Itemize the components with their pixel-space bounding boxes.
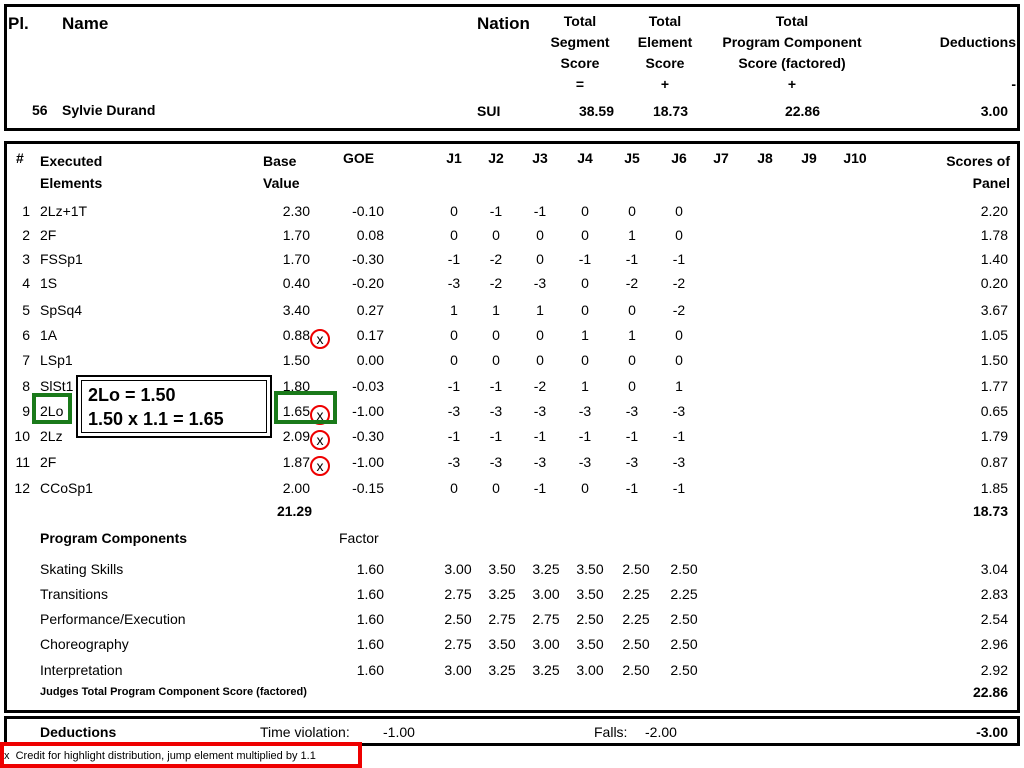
factor-header: Factor — [339, 530, 379, 546]
element-score-total: 18.73 — [972, 503, 1008, 519]
judge-mark: 0 — [675, 203, 683, 219]
judge-header-j2: J2 — [488, 150, 504, 166]
pcs-total-value: 22.86 — [972, 684, 1008, 700]
component-judge-mark: 3.00 — [532, 636, 560, 652]
skater-tss: 38.59 — [578, 103, 614, 119]
col-base-header: Base Value — [263, 153, 300, 191]
element-number: 12 — [14, 480, 30, 496]
skater-pcs: 22.86 — [784, 103, 820, 119]
judge-mark: 0 — [450, 203, 458, 219]
judge-mark: 0 — [675, 227, 683, 243]
judge-header-j8: J8 — [757, 150, 773, 166]
component-judge-mark: 3.50 — [576, 561, 604, 577]
judge-mark: -3 — [533, 454, 547, 470]
element-base-value: 0.88 — [282, 327, 310, 343]
judge-mark: -1 — [672, 480, 686, 496]
annotation-line-1: 2Lo = 1.50 — [88, 385, 176, 405]
judge-mark: 0 — [581, 227, 589, 243]
component-judge-mark: 3.25 — [532, 662, 560, 678]
col-num-header: # — [16, 150, 24, 166]
element-number: 10 — [14, 428, 30, 444]
judge-mark: -1 — [447, 428, 461, 444]
component-judge-mark: 2.50 — [576, 611, 604, 627]
judge-mark: -2 — [672, 302, 686, 318]
component-judge-mark: 3.50 — [576, 586, 604, 602]
judge-mark: -1 — [533, 428, 547, 444]
element-panel-score: 1.77 — [980, 378, 1008, 394]
judge-mark: -3 — [447, 403, 461, 419]
element-panel-score: 3.67 — [980, 302, 1008, 318]
component-name: Skating Skills — [40, 561, 124, 577]
judge-mark: -3 — [578, 454, 592, 470]
judge-mark: -2 — [489, 275, 503, 291]
component-judge-mark: 2.25 — [670, 586, 698, 602]
component-judge-mark: 2.75 — [532, 611, 560, 627]
judge-mark: -2 — [672, 275, 686, 291]
component-judge-mark: 3.00 — [444, 662, 472, 678]
component-score: 2.96 — [980, 636, 1008, 652]
component-name: Performance/Execution — [40, 611, 186, 627]
element-number: 11 — [15, 454, 30, 470]
component-judge-mark: 2.50 — [670, 611, 698, 627]
judge-mark: -1 — [625, 428, 639, 444]
element-row — [0, 223, 1024, 248]
deductions-total: -3.00 — [976, 724, 1008, 740]
element-goe: 0.27 — [356, 302, 384, 318]
component-judge-mark: 2.75 — [488, 611, 516, 627]
element-base-value: 2.09 — [282, 428, 310, 444]
judge-mark: -1 — [625, 480, 639, 496]
element-goe: -0.03 — [352, 378, 384, 394]
judge-mark: -3 — [447, 275, 461, 291]
judge-mark: -3 — [533, 275, 547, 291]
skater-place: 56 — [32, 102, 48, 118]
component-score: 2.54 — [980, 611, 1008, 627]
judge-header-j6: J6 — [671, 150, 687, 166]
judge-mark: -1 — [447, 378, 461, 394]
highlight-base-value-2lo — [274, 391, 337, 424]
judge-mark: -2 — [625, 275, 639, 291]
component-judge-mark: 3.25 — [488, 586, 516, 602]
deductions-label: Deductions — [40, 724, 117, 740]
judge-mark: 0 — [581, 352, 589, 368]
skater-name: Sylvie Durand — [62, 102, 156, 118]
judge-mark: 1 — [450, 302, 458, 318]
element-panel-score: 1.85 — [980, 480, 1008, 496]
component-row — [0, 658, 1024, 683]
col-place-header: Pl. — [8, 14, 29, 33]
judge-mark: 0 — [536, 327, 544, 343]
judge-mark: 0 — [492, 327, 500, 343]
component-factor: 1.60 — [356, 611, 384, 627]
element-goe: -1.00 — [352, 454, 384, 470]
element-number: 5 — [22, 302, 30, 318]
element-code: 1A — [40, 327, 58, 343]
skater-deductions: 3.00 — [980, 103, 1008, 119]
time-violation-label: Time violation: — [260, 724, 350, 740]
element-goe: -0.30 — [352, 428, 384, 444]
element-panel-score: 0.65 — [980, 403, 1008, 419]
judge-mark: 0 — [628, 352, 636, 368]
element-code: 2F — [40, 227, 57, 243]
judge-mark: 0 — [581, 480, 589, 496]
component-judge-mark: 3.00 — [576, 662, 604, 678]
pcs-total-label: Judges Total Program Component Score (factored) — [40, 686, 307, 698]
judge-mark: -1 — [489, 203, 503, 219]
component-judge-mark: 2.50 — [670, 662, 698, 678]
component-judge-mark: 2.50 — [670, 636, 698, 652]
col-exec-header: Executed Elements — [40, 153, 103, 191]
judge-header-j7: J7 — [713, 150, 729, 166]
judge-header-j3: J3 — [532, 150, 548, 166]
judge-header-j1: J1 — [446, 150, 462, 166]
component-judge-mark: 3.50 — [488, 561, 516, 577]
element-panel-score: 1.40 — [980, 251, 1008, 267]
element-row: 11 2F 1.87 x -1.00 -3 -3 -3 -3 -3 -3 0.87 — [0, 450, 1024, 475]
judge-mark: -2 — [489, 251, 503, 267]
element-base-value: 1.70 — [282, 251, 310, 267]
falls-label: Falls: — [594, 724, 628, 740]
component-judge-mark: 3.25 — [488, 662, 516, 678]
component-row — [0, 632, 1024, 657]
judge-mark: 1 — [675, 378, 683, 394]
element-row — [0, 247, 1024, 272]
element-goe: -0.10 — [352, 203, 384, 219]
component-judge-mark: 3.50 — [576, 636, 604, 652]
judge-mark: -1 — [672, 428, 686, 444]
element-base-value: 3.40 — [282, 302, 310, 318]
judge-mark: 1 — [581, 327, 589, 343]
judge-mark: 0 — [581, 203, 589, 219]
col-tes-header: Total Element Score + — [637, 13, 693, 92]
element-panel-score: 2.20 — [980, 203, 1008, 219]
element-row: 9 2Lo 1.65 x -1.00 -3 -3 -3 -3 -3 -3 0.65 — [0, 399, 1024, 424]
judge-mark: 0 — [628, 203, 636, 219]
element-goe: -0.30 — [352, 251, 384, 267]
element-row: 10 2Lz 2.09 x -0.30 -1 -1 -1 -1 -1 -1 1.79 — [0, 424, 1024, 449]
annotation-box — [76, 375, 272, 438]
judge-mark: -3 — [533, 403, 547, 419]
component-judge-mark: 2.50 — [622, 636, 650, 652]
skater-tes: 18.73 — [652, 103, 688, 119]
judge-mark: -1 — [489, 428, 503, 444]
element-base-value: 1.65 — [282, 403, 310, 419]
judge-mark: 0 — [675, 327, 683, 343]
judge-mark: -2 — [533, 378, 547, 394]
judge-mark: 1 — [581, 378, 589, 394]
element-number: 9 — [22, 403, 30, 419]
element-row — [0, 199, 1024, 224]
component-judge-mark: 3.00 — [444, 561, 472, 577]
judge-mark: 0 — [492, 352, 500, 368]
col-pcs-header: Total Program Component Score (factored) + — [722, 13, 862, 92]
judge-mark: -3 — [625, 403, 639, 419]
element-code: 2Lz — [40, 428, 63, 444]
judge-mark: -1 — [447, 251, 461, 267]
judge-mark: -1 — [625, 251, 639, 267]
judge-mark: 0 — [628, 378, 636, 394]
element-code: 2F — [40, 454, 57, 470]
component-name: Choreography — [40, 636, 129, 652]
element-panel-score: 1.05 — [980, 327, 1008, 343]
component-judge-mark: 2.50 — [670, 561, 698, 577]
col-goe-header: GOE — [343, 150, 375, 166]
component-score: 3.04 — [980, 561, 1008, 577]
element-base-value: 1.70 — [282, 227, 310, 243]
element-code: 2Lo — [40, 403, 64, 419]
judge-mark: 0 — [492, 480, 500, 496]
component-row — [0, 607, 1024, 632]
element-number: 1 — [22, 203, 30, 219]
judge-mark: 0 — [628, 302, 636, 318]
element-panel-score: 1.78 — [980, 227, 1008, 243]
col-scores-header: Scores of Panel — [946, 153, 1010, 191]
element-row — [0, 476, 1024, 501]
judge-mark: -3 — [578, 403, 592, 419]
element-number: 2 — [22, 227, 30, 243]
element-row — [0, 348, 1024, 373]
judge-mark: -3 — [672, 403, 686, 419]
component-name: Interpretation — [40, 662, 123, 678]
element-base-value: 1.87 — [282, 454, 310, 470]
element-number: 8 — [22, 378, 30, 394]
judge-mark: 1 — [536, 302, 544, 318]
component-judge-mark: 2.25 — [622, 611, 650, 627]
element-goe: -1.00 — [352, 403, 384, 419]
element-panel-score: 0.20 — [980, 275, 1008, 291]
program-components-title: Program Components — [40, 530, 188, 546]
element-code: SpSq4 — [40, 302, 83, 318]
component-judge-mark: 3.00 — [532, 586, 560, 602]
element-number: 6 — [22, 327, 30, 343]
element-code: LSp1 — [40, 352, 73, 368]
judge-mark: -3 — [489, 454, 503, 470]
judge-mark: 0 — [536, 251, 544, 267]
element-goe: 0.08 — [356, 227, 384, 243]
judge-mark: -1 — [533, 480, 547, 496]
element-code: SlSt1 — [40, 378, 74, 394]
element-goe: 0.00 — [356, 352, 384, 368]
component-factor: 1.60 — [356, 586, 384, 602]
judge-mark: 1 — [492, 302, 500, 318]
component-score: 2.83 — [980, 586, 1008, 602]
judge-mark: 0 — [450, 352, 458, 368]
judge-header-j5: J5 — [624, 150, 640, 166]
judge-mark: -3 — [672, 454, 686, 470]
judge-mark: 0 — [536, 227, 544, 243]
element-goe: -0.15 — [352, 480, 384, 496]
component-row — [0, 582, 1024, 607]
judge-mark: 0 — [450, 227, 458, 243]
judge-mark: -3 — [489, 403, 503, 419]
judge-mark: 0 — [450, 327, 458, 343]
element-number: 4 — [22, 275, 30, 291]
judge-mark: -1 — [672, 251, 686, 267]
element-number: 7 — [22, 352, 30, 368]
component-factor: 1.60 — [356, 636, 384, 652]
judge-mark: 0 — [492, 227, 500, 243]
element-panel-score: 1.50 — [980, 352, 1008, 368]
element-code: FSSp1 — [40, 251, 83, 267]
element-base-value: 1.80 — [282, 378, 310, 394]
component-score: 2.92 — [980, 662, 1008, 678]
judge-header-j9: J9 — [801, 150, 817, 166]
element-code: 1S — [40, 275, 58, 291]
judge-mark: -1 — [533, 203, 547, 219]
component-judge-mark: 3.50 — [488, 636, 516, 652]
element-panel-score: 0.87 — [980, 454, 1008, 470]
component-factor: 1.60 — [356, 662, 384, 678]
judge-mark: -1 — [578, 428, 592, 444]
element-code: 2Lz+1T — [40, 203, 88, 219]
judge-mark: 0 — [581, 275, 589, 291]
element-row — [0, 298, 1024, 323]
component-judge-mark: 2.75 — [444, 636, 472, 652]
element-base-value: 0.40 — [282, 275, 310, 291]
col-ded-header: Deductions - — [939, 34, 1016, 92]
judge-mark: -1 — [578, 251, 592, 267]
component-judge-mark: 2.75 — [444, 586, 472, 602]
col-nation-header: Nation — [477, 14, 530, 33]
element-row: 6 1A 0.88 x 0.17 0 0 0 1 1 0 1.05 — [0, 323, 1024, 348]
highlight-element-2lo — [32, 393, 72, 424]
component-judge-mark: 3.25 — [532, 561, 560, 577]
element-base-value: 2.30 — [282, 203, 310, 219]
base-value-total: 21.29 — [276, 503, 312, 519]
component-name: Transitions — [40, 586, 108, 602]
col-tss-header: Total Segment Score = — [550, 13, 610, 92]
judge-mark: 0 — [581, 302, 589, 318]
footnote-text: x Credit for highlight distribution, jump element multiplied by 1.1 — [4, 750, 316, 762]
element-base-value: 2.00 — [282, 480, 310, 496]
component-judge-mark: 2.50 — [444, 611, 472, 627]
element-goe: -0.20 — [352, 275, 384, 291]
skater-nation: SUI — [477, 103, 501, 119]
judge-mark: 1 — [628, 227, 636, 243]
judge-mark: 0 — [536, 352, 544, 368]
element-row — [0, 271, 1024, 296]
judge-mark: -3 — [447, 454, 461, 470]
component-judge-mark: 2.50 — [622, 662, 650, 678]
component-row — [0, 557, 1024, 582]
time-violation-value: -1.00 — [383, 724, 415, 740]
element-code: CCoSp1 — [40, 480, 93, 496]
judge-header-j4: J4 — [577, 150, 593, 166]
annotation-line-2: 1.50 x 1.1 = 1.65 — [88, 409, 224, 429]
judge-mark: 0 — [675, 352, 683, 368]
judge-header-j10: J10 — [843, 150, 867, 166]
judge-mark: -1 — [489, 378, 503, 394]
judge-mark: 0 — [450, 480, 458, 496]
element-number: 3 — [22, 251, 30, 267]
col-name-header: Name — [62, 14, 109, 33]
element-panel-score: 1.79 — [980, 428, 1008, 444]
falls-value: -2.00 — [645, 724, 677, 740]
element-base-value: 1.50 — [282, 352, 310, 368]
element-goe: 0.17 — [356, 327, 384, 343]
component-factor: 1.60 — [356, 561, 384, 577]
judge-mark: 1 — [628, 327, 636, 343]
component-judge-mark: 2.50 — [622, 561, 650, 577]
component-judge-mark: 2.25 — [622, 586, 650, 602]
judge-mark: -3 — [625, 454, 639, 470]
